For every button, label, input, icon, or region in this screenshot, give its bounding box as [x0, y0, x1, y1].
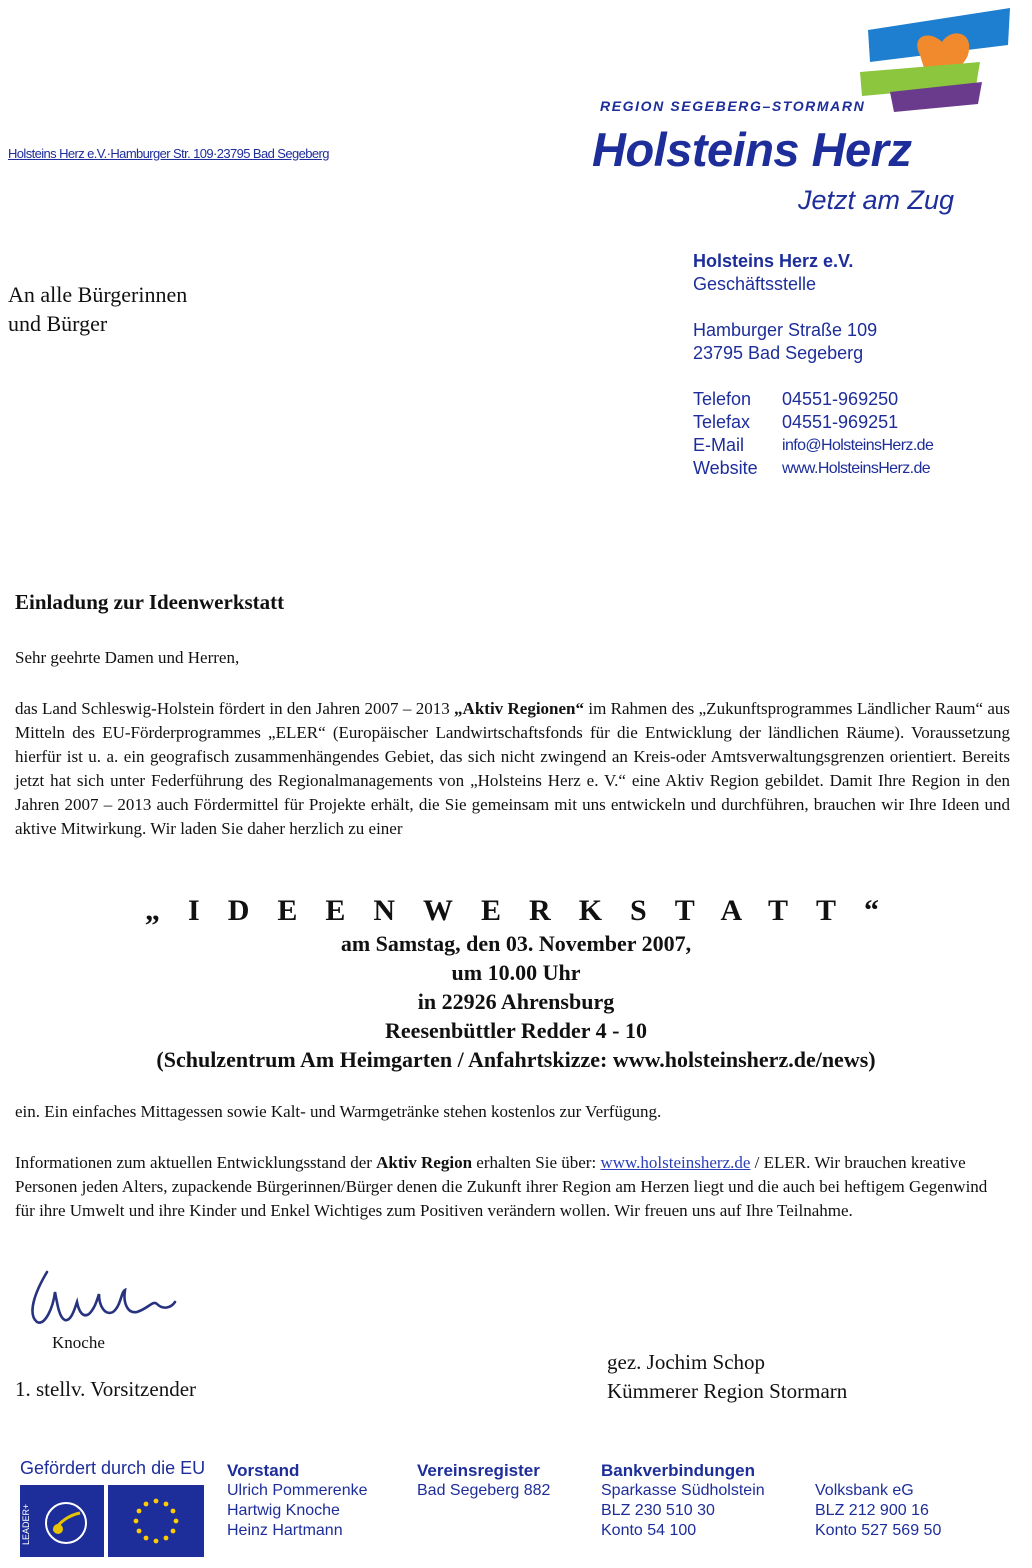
footer-heading: Vereinsregister	[417, 1461, 540, 1480]
contact-row-phone	[693, 388, 933, 411]
paragraph-bold-text: „Aktiv Regionen“	[454, 699, 585, 718]
sender-address-line: Holsteins Herz e.V.·Hamburger Str. 109·23795 Bad Segeberg	[8, 146, 329, 161]
letter-paragraph-2: ein. Ein einfaches Mittagessen sowie Kalt- und Warmgetränke stehen kostenlos zur Verfügung.	[15, 1102, 662, 1121]
recipient-line-1: An alle Bürgerinnen	[8, 282, 188, 307]
contact-row-email	[693, 434, 933, 457]
footer-line: Ulrich Pommerenke	[227, 1482, 368, 1499]
leader-logo-icon	[20, 1485, 104, 1557]
recipient-block	[8, 280, 187, 338]
contact-org: Holsteins Herz e.V.	[693, 251, 854, 271]
contact-block	[693, 250, 933, 480]
contact-label: E-Mail	[693, 435, 745, 455]
event-title: „IDEENWERKSTATT“	[145, 894, 907, 927]
footer-register	[417, 1461, 550, 1501]
footer-line: Konto 527 569 50	[815, 1522, 942, 1539]
footer-line: BLZ 212 900 16	[815, 1502, 929, 1519]
logo-slogan: Jetzt am Zug	[798, 185, 955, 215]
signature-title-right: Kümmerer Region Stormarn	[607, 1379, 848, 1403]
footer-line: Heinz Hartmann	[227, 1522, 343, 1539]
contact-value: 04551-969250	[782, 389, 899, 409]
recipient-line-2: und Bürger	[8, 311, 108, 336]
website-link[interactable]: www.holsteinsherz.de	[600, 1153, 751, 1172]
footer-line: Bad Segeberg 882	[417, 1482, 551, 1499]
footer-vorstand	[227, 1461, 367, 1541]
footer-bank-2	[815, 1481, 941, 1541]
contact-email-link[interactable]: info@HolsteinsHerz.de	[782, 437, 934, 454]
paragraph-text: im Rahmen des „Zukunftsprogrammes Ländlicher Raum“ aus Mitteln des EU-Förderprogrammes „ELER“ (Europäischer Landwirtschaftsfonds für die Entwicklung der ländlichen Räume). Voraussetzung hierfür ist u. a. ein geografisch zusammenhängendes Gebiet, das sich nicht zwingend an Kreis-oder Amtsverwaltungsgrenzen orientiert. Bereits jetzt hat sich unter Federführung des Regionalmanagements von „Holsteins Herz e. V.“ eine Aktiv Region gebildet. Damit Ihre Region in den Jahren 2007 – 2013 auch Fördermittel für Projekte erhält, die Sie gemeinsam mit uns entwickeln und durchführen, brauchen wir Ihre Ideen und aktive Mitwirkung. Wir laden Sie daher herzlich zu einer	[15, 699, 1011, 838]
footer-heading: Vorstand	[227, 1461, 300, 1480]
letter-subject: Einladung zur Ideenwerkstatt	[15, 590, 285, 614]
paragraph-text: / ELER. Wir brauchen kreative Personen jeden Alters, zupackende Bürgerinnen/Bürger denen die Zukunft ihrer Region am Herzen liegt und die auch bei heftigem Gegenwind für ihre Umwelt und ihre Kinder und Enkel Wichtiges zum Positiven verändern wollen. Wir freuen uns auf Ihre Teilnahme.	[15, 1153, 988, 1220]
paragraph-text: das Land Schleswig-Holstein fördert in den Jahren 2007 – 2013	[15, 699, 455, 718]
contact-row-fax	[693, 411, 933, 434]
event-time: um 10.00 Uhr	[451, 960, 581, 985]
event-block	[0, 893, 1032, 1074]
contact-value: 04551-969251	[782, 412, 899, 432]
paragraph-text: Informationen zum aktuellen Entwicklungsstand der	[15, 1153, 377, 1172]
signature-right	[607, 1348, 847, 1406]
footer-bank-1	[601, 1461, 765, 1541]
contact-label: Telefax	[693, 412, 751, 432]
event-date: am Samstag, den 03. November 2007,	[340, 931, 692, 956]
logo-region-text: REGION SEGEBERG–STORMARN	[600, 98, 866, 114]
contact-website-link[interactable]: www.HolsteinsHerz.de	[782, 460, 931, 477]
paragraph-bold-text: Aktiv Region	[376, 1153, 473, 1172]
letter-salutation: Sehr geehrte Damen und Herren,	[15, 648, 240, 667]
contact-unit: Geschäftsstelle	[693, 274, 817, 294]
footer-line: Hartwig Knoche	[227, 1502, 340, 1519]
contact-label: Website	[693, 458, 758, 478]
eu-funding-label: Gefördert durch die EU	[20, 1458, 206, 1478]
event-place: in 22926 Ahrensburg	[417, 989, 615, 1014]
footer-line: Volksbank eG	[815, 1482, 914, 1499]
contact-street: Hamburger Straße 109	[693, 320, 878, 340]
contact-row-website	[693, 457, 933, 480]
handwritten-signature	[25, 1262, 185, 1332]
signature-title-left: 1. stellv. Vorsitzender	[15, 1377, 197, 1401]
footer-line: BLZ 230 510 30	[601, 1502, 715, 1519]
eu-flag-icon	[108, 1485, 204, 1557]
letter-paragraph-1	[15, 697, 1010, 841]
event-street: Reesenbüttler Redder 4 - 10	[385, 1018, 647, 1043]
paragraph-text: erhalten Sie über:	[472, 1153, 601, 1172]
contact-city: 23795 Bad Segeberg	[693, 343, 864, 363]
signature-name-left: Knoche	[52, 1333, 105, 1352]
leader-label: LEADER+	[21, 1503, 31, 1545]
signature-name-right: gez. Jochim Schop	[607, 1350, 766, 1374]
footer-line: Sparkasse Südholstein	[601, 1482, 765, 1499]
event-note: (Schulzentrum Am Heimgarten / Anfahrtskizze: www.holsteinsherz.de/news)	[156, 1047, 876, 1072]
footer-heading: Bankverbindungen	[601, 1461, 755, 1480]
logo-title: Holsteins Herz	[592, 123, 912, 176]
contact-table	[693, 388, 933, 480]
letter-paragraph-3	[15, 1151, 1000, 1223]
footer-line: Konto 54 100	[601, 1522, 697, 1539]
contact-label: Telefon	[693, 389, 752, 409]
